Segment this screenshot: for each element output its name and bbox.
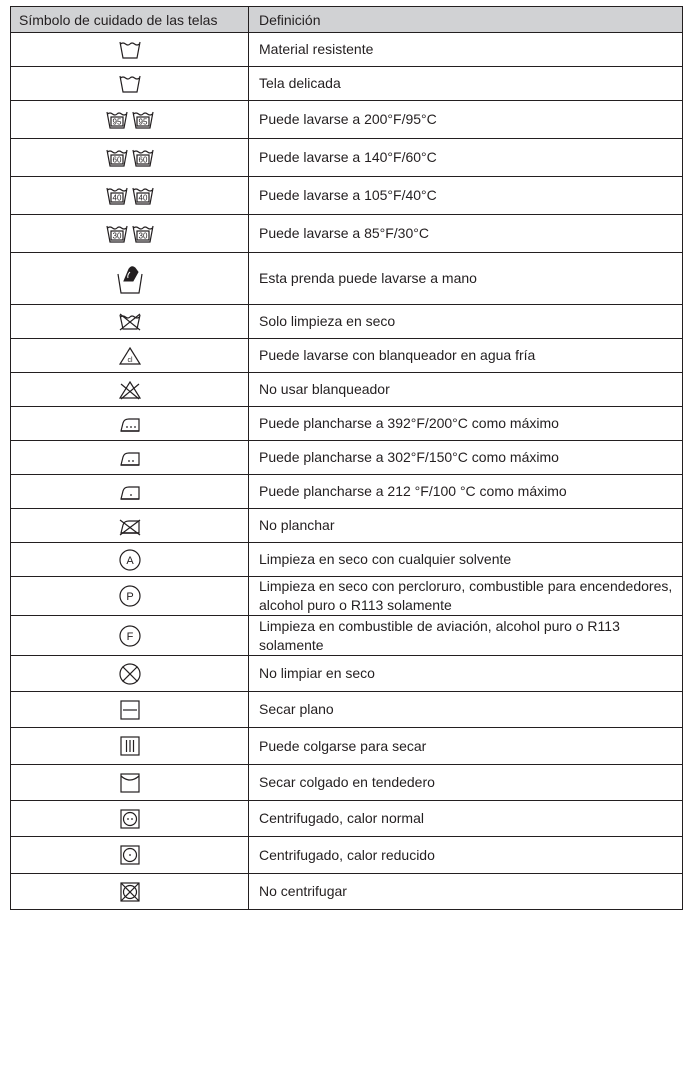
table-row	[11, 475, 683, 509]
definition-cell: Puede lavarse a 140°F/60°C	[249, 139, 683, 177]
iron-high-icon	[118, 414, 142, 434]
table-row	[11, 801, 683, 837]
fabric-care-table	[10, 6, 683, 910]
table-row	[11, 33, 683, 67]
symbol-cell	[11, 577, 249, 616]
table-row	[11, 215, 683, 253]
table-row	[11, 692, 683, 728]
tumble-dry-low-icon	[119, 844, 141, 866]
washtub-60-icon	[106, 148, 154, 167]
symbol-cell	[11, 728, 249, 765]
svg-text:40: 40	[112, 193, 121, 203]
symbol-cell	[11, 692, 249, 728]
washtub-gentle-icon	[119, 74, 141, 93]
symbol-cell	[11, 475, 249, 509]
symbol-cell	[11, 509, 249, 543]
svg-text:cl: cl	[126, 356, 133, 364]
svg-text:40: 40	[138, 193, 147, 203]
symbol-cell	[11, 139, 249, 177]
svg-text:30: 30	[138, 231, 147, 241]
definition-cell: No limpiar en seco	[249, 656, 683, 692]
symbol-cell	[11, 67, 249, 101]
symbol-cell	[11, 765, 249, 801]
definition-cell: Centrifugado, calor normal	[249, 801, 683, 837]
svg-text:A: A	[125, 554, 134, 567]
svg-text:60: 60	[112, 155, 121, 165]
symbol-cell	[11, 616, 249, 656]
definition-cell: No usar blanqueador	[249, 373, 683, 407]
iron-medium-icon	[118, 448, 142, 468]
table-row	[11, 339, 683, 373]
definition-cell: Tela delicada	[249, 67, 683, 101]
symbol-cell	[11, 305, 249, 339]
no-tumble-dry-icon	[119, 881, 141, 903]
symbol-cell	[11, 874, 249, 910]
table-row	[11, 656, 683, 692]
definition-cell: Puede lavarse a 105°F/40°C	[249, 177, 683, 215]
symbol-cell	[11, 837, 249, 874]
washtub-95-icon	[106, 110, 154, 129]
definition-cell: Solo limpieza en seco	[249, 305, 683, 339]
table-row	[11, 616, 683, 656]
svg-text:F: F	[126, 630, 133, 643]
dry-clean-a-icon	[118, 548, 142, 572]
table-row	[11, 407, 683, 441]
svg-text:95: 95	[112, 117, 121, 127]
table-row	[11, 837, 683, 874]
table-row	[11, 577, 683, 616]
dry-flat-icon	[119, 699, 141, 721]
washtub-icon	[119, 40, 141, 59]
dry-clean-p-icon	[118, 584, 142, 608]
definition-cell: Secar plano	[249, 692, 683, 728]
definition-cell: Secar colgado en tendedero	[249, 765, 683, 801]
definition-cell: Centrifugado, calor reducido	[249, 837, 683, 874]
table-row	[11, 874, 683, 910]
definition-column-header: Definición	[249, 7, 683, 33]
symbol-cell	[11, 441, 249, 475]
symbol-cell	[11, 407, 249, 441]
table-row	[11, 543, 683, 577]
no-bleach-icon	[119, 380, 141, 400]
table-row	[11, 373, 683, 407]
no-iron-icon	[118, 516, 142, 536]
table-row	[11, 441, 683, 475]
definition-cell: Puede colgarse para secar	[249, 728, 683, 765]
definition-cell: No centrifugar	[249, 874, 683, 910]
dry-clean-f-icon	[118, 624, 142, 648]
table-row	[11, 101, 683, 139]
definition-cell: Limpieza en seco con percloruro, combustible para encendedores, alcohol puro o R113 solamente	[249, 577, 683, 616]
washtub-40-icon	[106, 186, 154, 205]
tumble-dry-normal-icon	[119, 808, 141, 830]
symbol-cell	[11, 801, 249, 837]
table-row	[11, 765, 683, 801]
definition-cell: Puede lavarse a 85°F/30°C	[249, 215, 683, 253]
definition-cell: No planchar	[249, 509, 683, 543]
definition-cell: Limpieza en combustible de aviación, alcohol puro o R113 solamente	[249, 616, 683, 656]
symbol-cell	[11, 177, 249, 215]
bleach-triangle-icon	[119, 346, 141, 366]
symbol-cell	[11, 543, 249, 577]
svg-text:60: 60	[138, 155, 147, 165]
definition-cell: Puede plancharse a 392°F/200°C como máximo	[249, 407, 683, 441]
table-row	[11, 728, 683, 765]
do-not-wash-icon	[119, 312, 141, 331]
table-row	[11, 177, 683, 215]
iron-low-icon	[118, 482, 142, 502]
definition-cell: Puede plancharse a 302°F/150°C como máximo	[249, 441, 683, 475]
table-body	[11, 33, 683, 910]
definition-cell: Puede lavarse con blanqueador en agua fría	[249, 339, 683, 373]
symbol-cell	[11, 215, 249, 253]
drip-dry-icon	[119, 735, 141, 757]
hand-wash-icon	[116, 264, 144, 294]
symbol-cell	[11, 656, 249, 692]
symbol-cell	[11, 373, 249, 407]
table-row	[11, 305, 683, 339]
table-row	[11, 509, 683, 543]
table-row	[11, 139, 683, 177]
line-dry-icon	[119, 772, 141, 794]
washtub-30-icon	[106, 224, 154, 243]
definition-cell: Puede plancharse a 212 °F/100 °C como máximo	[249, 475, 683, 509]
table-row	[11, 67, 683, 101]
symbol-cell	[11, 339, 249, 373]
no-dry-clean-icon	[118, 662, 142, 686]
symbol-cell	[11, 253, 249, 305]
symbol-cell	[11, 101, 249, 139]
definition-cell: Puede lavarse a 200°F/95°C	[249, 101, 683, 139]
table-header-row	[11, 7, 683, 33]
definition-cell: Esta prenda puede lavarse a mano	[249, 253, 683, 305]
svg-text:95: 95	[138, 117, 147, 127]
definition-cell: Limpieza en seco con cualquier solvente	[249, 543, 683, 577]
svg-text:30: 30	[112, 231, 121, 241]
table-row	[11, 253, 683, 305]
symbol-cell	[11, 33, 249, 67]
symbol-column-header: Símbolo de cuidado de las telas	[11, 7, 249, 33]
svg-text:P: P	[125, 591, 134, 603]
definition-cell: Material resistente	[249, 33, 683, 67]
